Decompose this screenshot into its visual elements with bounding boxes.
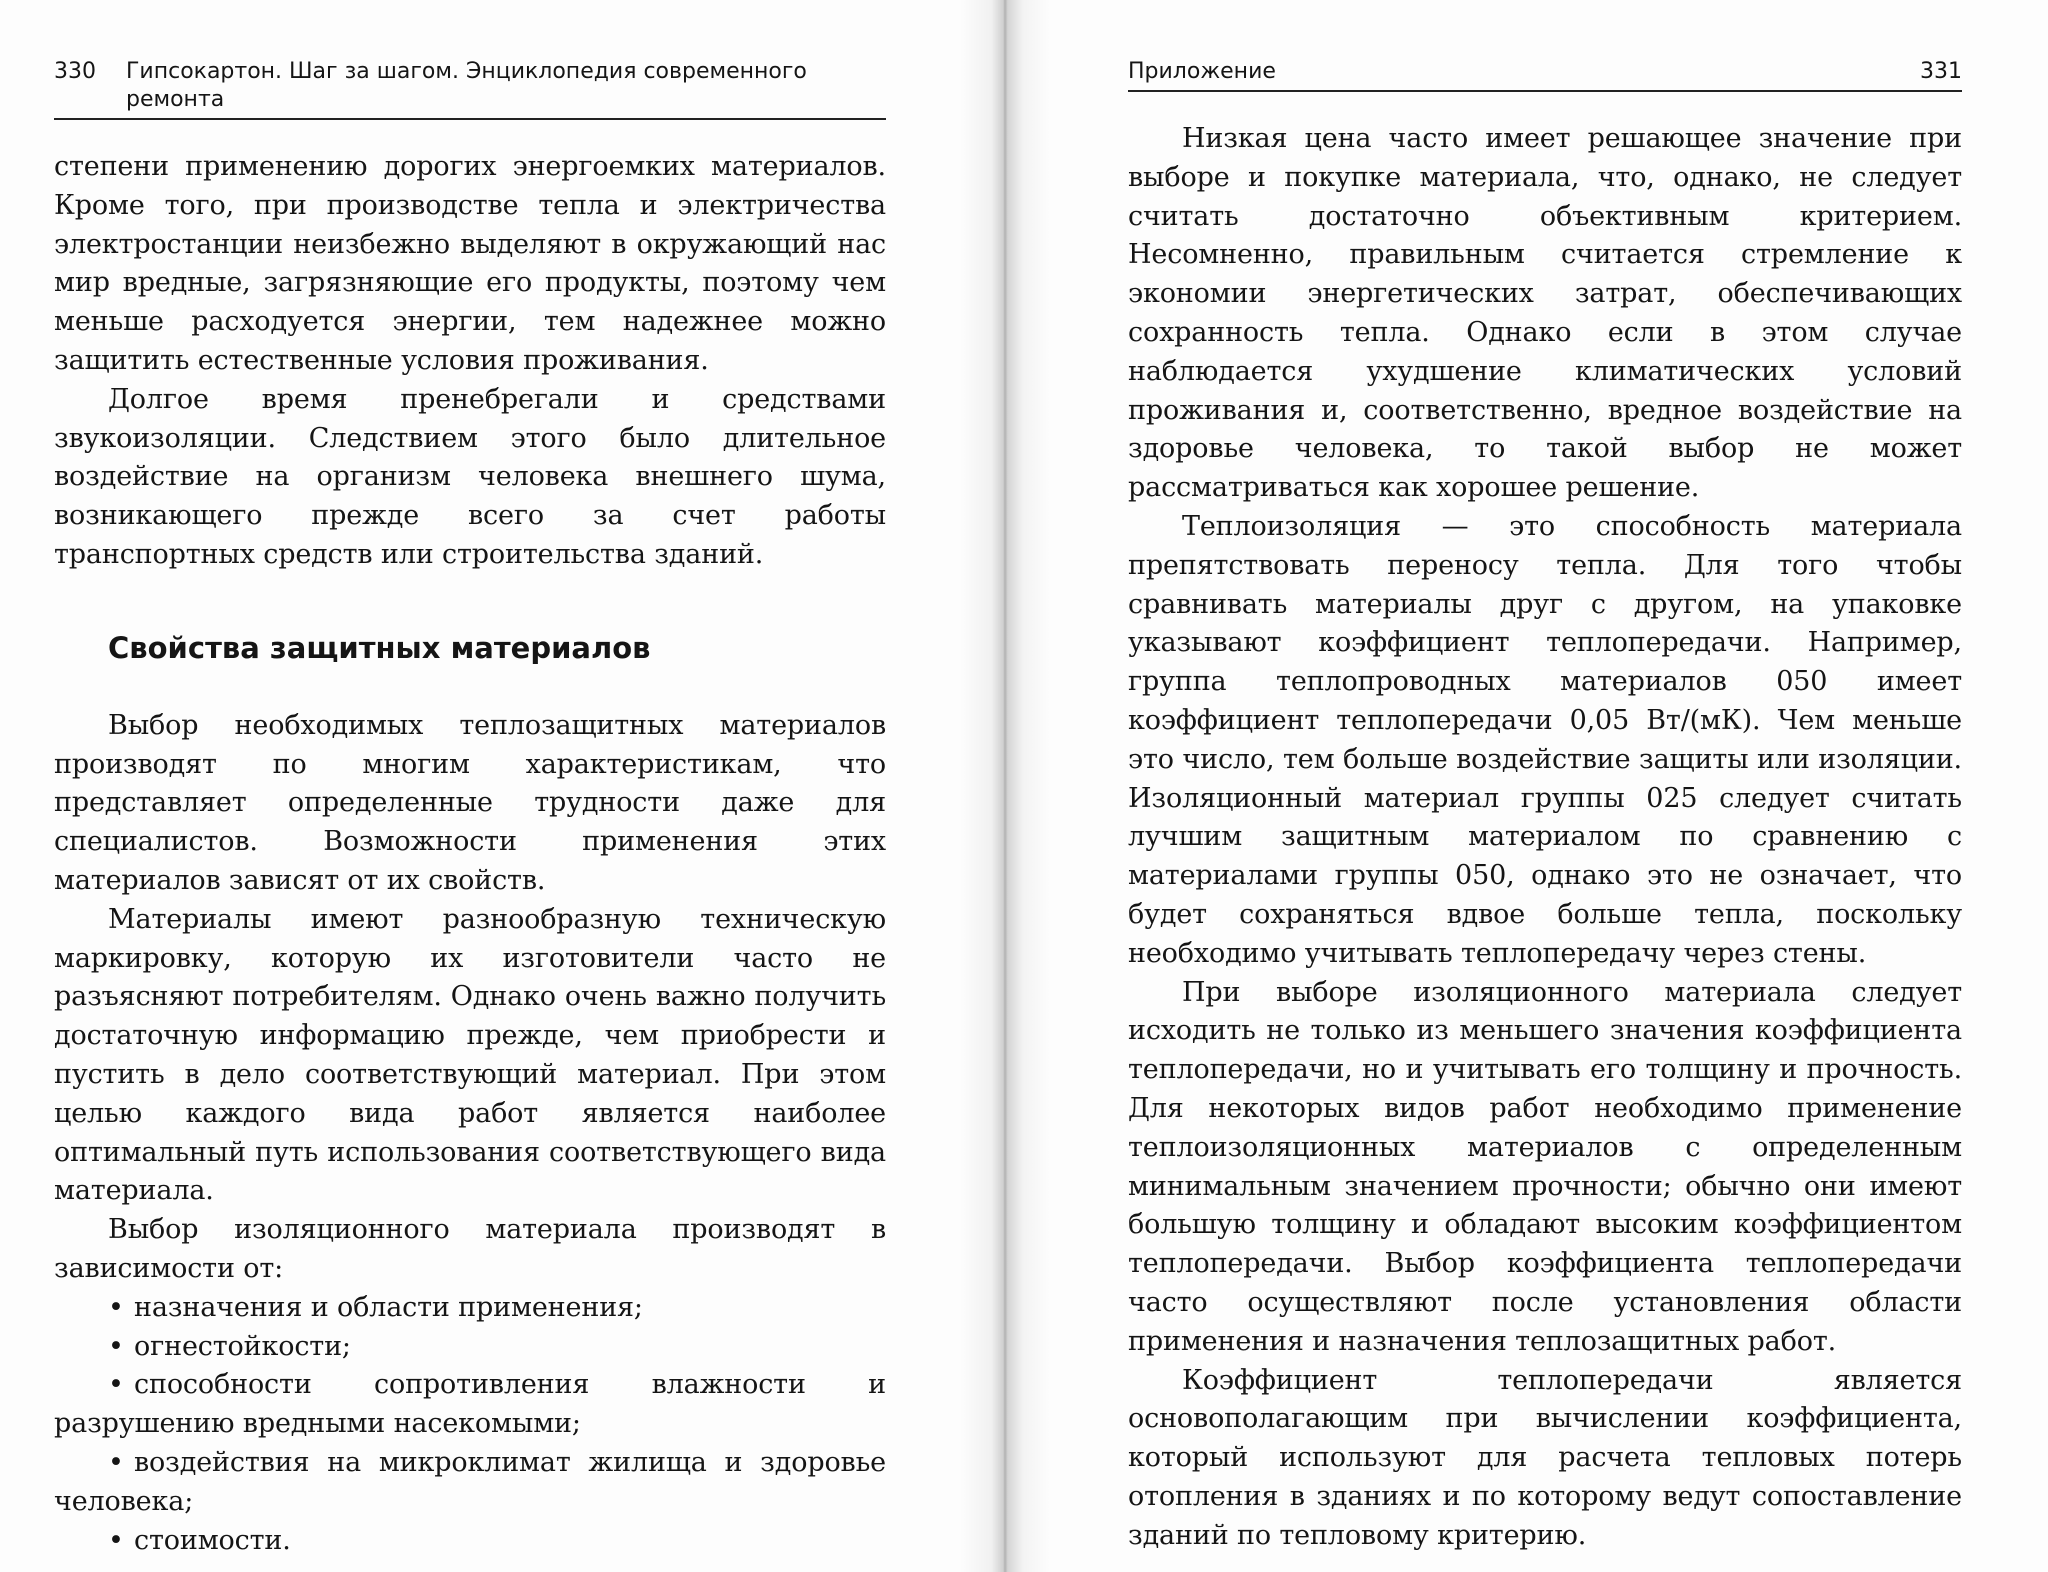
criteria-list (54, 1289, 886, 1561)
list-item (54, 1444, 886, 1522)
bullet-icon: • (108, 1369, 124, 1401)
book-gutter (960, 0, 1050, 1572)
left-page (54, 58, 886, 1560)
right-running-head (1128, 58, 1962, 92)
list-item-text: назначения и области применения; (134, 1291, 643, 1323)
right-page (1128, 58, 1962, 1555)
list-item-text: способности сопротивления влажности и разрушению вредными насекомыми; (54, 1369, 886, 1440)
list-item (54, 1328, 886, 1367)
paragraph: Долгое время пренебрегали и средствами звукоизоляции. Следствием этого было длительное воздействие на организм человека внешнего шума, возникающего прежде всего за счет работы транспортных средств или строительства зданий. (54, 383, 886, 570)
page-number-right: 331 (1920, 59, 1962, 84)
section-heading: Свойства защитных материалов (108, 630, 651, 665)
paragraph: Низкая цена часто имеет решающее значение при выборе и покупке материала, что, однако, не следует считать достаточно объективным критерием. Несомненно, правильным считается стремление к экономии энергетических затрат, обеспечивающих сохранность тепла. Однако если в этом случае наблюдается ухудшение климатических условий проживания и, соответственно, вредное воздействие на здоровье человека, то такой выбор не может рассматриваться как хорошее решение. (1128, 123, 1962, 504)
paragraph: Теплоизоляция — это способность материала препятствовать переносу тепла. Для того чтобы сравнивать материалы друг с другом, на упаковке указывают коэффициент теплопередачи. Например, группа теплопроводных материалов 050 имеет коэффициент теплопередачи 0,05 Вт/(мК). Чем меньше это число, тем больше воздействие защиты или изоляции. Изоляционный материал группы 025 следует считать лучшим защитным материалом по сравнению с материалами группы 050, однако это не означает, что будет сохраняться вдвое больше тепла, поскольку необходимо учитывать теплопередачу через стены. (1128, 510, 1962, 969)
paragraph: Выбор изоляционного материала производят в зависимости от: (54, 1214, 886, 1284)
bullet-icon: • (108, 1446, 124, 1478)
list-item (54, 1366, 886, 1444)
left-running-head (54, 58, 886, 120)
page-number-left: 330 (54, 59, 96, 84)
paragraph: Коэффициент теплопередачи является основополагающим при вычислении коэффициента, который используют для расчета тепловых потерь отопления в зданиях и по которому ведут сопоставление зданий по тепловому критерию. (1128, 1364, 1962, 1551)
right-body-text (1128, 120, 1962, 1555)
bullet-icon: • (108, 1291, 124, 1323)
left-body-text (54, 148, 886, 1560)
paragraph: При выборе изоляционного материала следует исходить не только из меньшего значения коэффициента теплопередачи, но и учитывать его толщину и прочность. Для некоторых видов работ необходимо применение теплоизоляционных материалов с определенным минимальным значением прочности; обычно они имеют большую толщину и обладают высоким коэффициентом теплопередачи. Выбор коэффициента теплопередачи часто осуществляют после установления области применения и назначения теплозащитных работ. (1128, 976, 1962, 1357)
list-item-text: огнестойкости; (134, 1330, 351, 1362)
list-item (54, 1289, 886, 1328)
bullet-icon: • (108, 1524, 124, 1556)
list-item-text: стоимости. (134, 1524, 291, 1556)
paragraph: Материалы имеют разнообразную техническую маркировку, которую их изготовители часто не разъясняют потребителям. Однако очень важно получить достаточную информацию прежде, чем приобрести и пустить в дело соответствующий материал. При этом целью каждого вида работ является наиболее оптимальный путь использования соответствующего вида материала. (54, 903, 886, 1207)
paragraph: Выбор необходимых теплозащитных материалов производят по многим характеристикам, что представляет определенные трудности даже для специалистов. Возможности применения этих материалов зависят от их свойств. (54, 709, 886, 896)
running-title-right: Приложение (1128, 59, 1276, 84)
paragraph: степени применению дорогих энергоемких материалов. Кроме того, при производстве тепла и электричества электростанции неизбежно выделяют в окружающий нас мир вредные, загрязняющие его продукты, поэтому чем меньше расходуется энергии, тем надежнее можно защитить естественные условия проживания. (54, 151, 886, 376)
list-item-text: воздействия на микроклимат жилища и здоровье человека; (54, 1446, 886, 1517)
bullet-icon: • (108, 1330, 124, 1362)
list-item (54, 1522, 886, 1561)
running-title-left: Гипсокартон. Шаг за шагом. Энциклопедия современного ремонта (126, 59, 807, 112)
